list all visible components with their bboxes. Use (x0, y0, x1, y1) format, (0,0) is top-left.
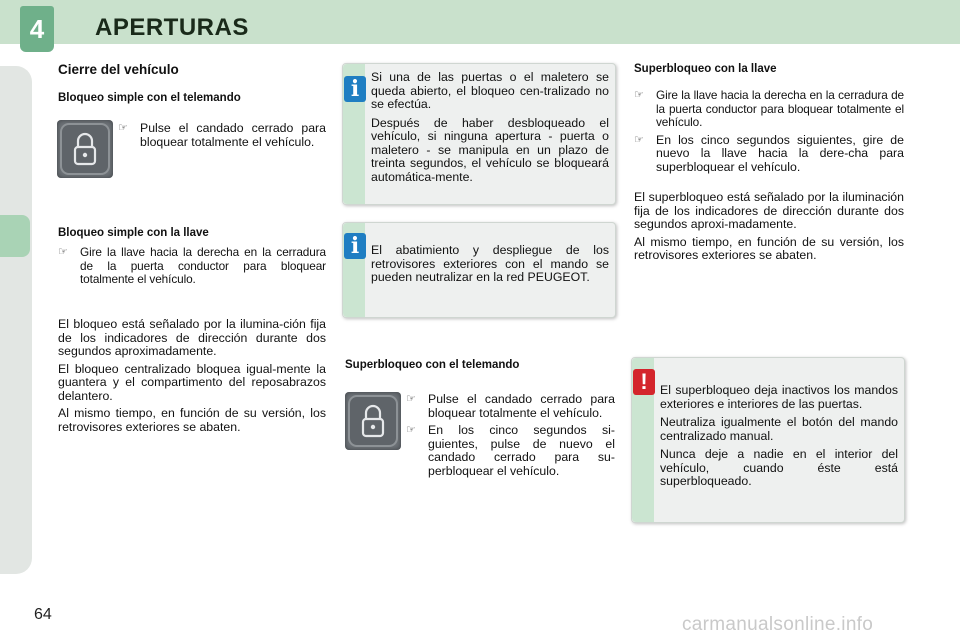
note-paragraph: El superbloqueo deja inactivos los mandos exteriores e interiores de las puertas. (660, 383, 898, 411)
note-paragraph: El abatimiento y despliegue de los retrovisores exteriores con el mando se pueden neutralizar en la red PEUGEOT. (371, 243, 609, 284)
bullets-superbloqueo-llave: ☞ Gire la llave hacia la derecha en la cerradura de la puerta conductor para bloquear totalmente el vehículo. ☞ En los cinco segundos siguientes, gire de nuevo la llave hacia la dere-cha para superbloquear el vehículo. (634, 88, 904, 174)
heading-bloqueo-llave: Bloqueo simple con la llave (58, 227, 209, 239)
pointing-hand-icon: ☞ (118, 122, 128, 134)
paragraph: El bloqueo centralizado bloquea igual-mente la guantera y el compartimento del reposabrazos delantero. (58, 361, 326, 403)
padlock-closed-icon (345, 392, 401, 450)
warning-icon: ! (633, 369, 655, 395)
chapter-title: APERTURAS (95, 14, 249, 41)
heading-superbloqueo-telemando: Superbloqueo con el telemando (345, 359, 520, 371)
watermark: carmanualsonline.info (682, 614, 874, 635)
pointing-hand-icon: ☞ (406, 393, 416, 405)
bullet-bloqueo-telemando: ☞ Pulse el candado cerrado para bloquear totalmente el vehículo. (118, 121, 326, 149)
remote-lock-button-image (345, 392, 401, 450)
warning-note (631, 357, 905, 523)
note-paragraph: Si una de las puertas o el maletero se queda abierto, el bloqueo cen-tralizado no se efectúa. (371, 70, 609, 111)
note-paragraph: Después de haber desbloqueado el vehículo, si ninguna apertura - puerta o maletero - se manipula en un plazo de treinta segundos, el vehículo se bloqueará automática-mente. (371, 115, 609, 184)
paragraph: Al mismo tiempo, en función de su versión, los retrovisores exteriores se abaten. (58, 406, 326, 434)
bullet-bloqueo-llave: ☞ Gire la llave hacia la derecha en la cerradura de la puerta conductor para bloquear totalmente el vehículo. (58, 245, 326, 286)
paragraph: El bloqueo está señalado por la ilumina-ción fija de los indicadores de dirección durante dos segundos aproximadamente. (58, 317, 326, 358)
page-number: 64 (34, 606, 52, 623)
left-paragraphs (58, 318, 326, 438)
chapter-number: 4 (29, 14, 45, 44)
heading-superbloqueo-llave: Superbloqueo con la llave (634, 63, 777, 75)
note-paragraph: Neutraliza igualmente el botón del mando centralizado manual. (660, 415, 898, 443)
side-rail-tab (0, 215, 30, 257)
paragraph: Al mismo tiempo, en función de su versión, los retrovisores exteriores se abaten. (634, 234, 904, 262)
pointing-hand-icon: ☞ (58, 246, 68, 258)
info-note-1 (342, 63, 616, 205)
heading-bloqueo-telemando: Bloqueo simple con el telemando (58, 92, 241, 104)
pointing-hand-icon: ☞ (406, 424, 416, 436)
paragraph: El superbloqueo está señalado por la iluminación fija de los indicadores de dirección durante dos segundos aproxi-madamente. (634, 190, 904, 231)
pointing-hand-icon: ☞ (634, 89, 644, 101)
right-paragraphs (634, 191, 904, 267)
side-rail (0, 66, 32, 574)
section-title: Cierre del vehículo (58, 62, 179, 77)
note-paragraph: Nunca deje a nadie en el interior del vehículo, cuando éste está superbloqueado. (660, 447, 898, 488)
remote-lock-button-image (57, 120, 113, 178)
pointing-hand-icon: ☞ (634, 133, 644, 146)
info-icon: i (344, 76, 366, 102)
padlock-closed-icon (57, 120, 113, 178)
bullets-superbloqueo-telemando: ☞ Pulse el candado cerrado para bloquear totalmente el vehículo. ☞ En los cinco segundos si-guientes, pulse de nuevo el candado cerrado para su-perbloquear el vehículo. (406, 392, 615, 478)
info-note-2 (342, 222, 616, 318)
info-icon: i (344, 233, 366, 259)
